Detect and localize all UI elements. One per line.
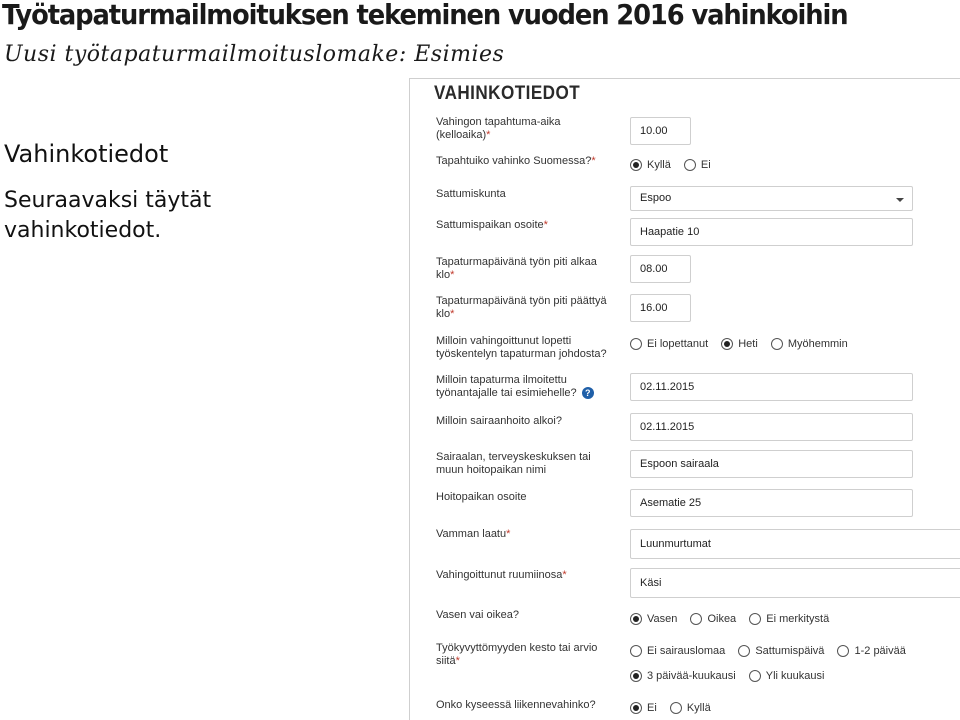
radio-label-3-paivaa-kuukausi: 3 päivää-kuukausi [647,670,736,682]
radio-button-heti[interactable] [721,338,733,350]
radio-option-ei-merkitysta[interactable] [749,613,829,625]
radio-option-ei[interactable] [684,159,711,171]
municipality-selected-value: Espoo [640,192,672,204]
traffic-accident-radio-group [630,702,721,717]
radio-label-ei-merkitysta: Ei merkitystä [766,613,830,625]
radio-label-yli-kuukausi: Yli kuukausi [765,670,825,682]
injury-type-input[interactable]: Luunmurtumat [630,529,960,559]
injury-type-label: Vamman laatu * [436,528,616,541]
radio-button-ei-sairauslomaa[interactable] [630,645,642,657]
radio-option-myohemmin[interactable] [771,338,848,350]
radio-button-oikea[interactable] [690,613,702,625]
stopped-work-label: Milloin vahingoittunut lopetti työskentelyn tapaturman johdosta? [436,335,607,360]
chevron-down-icon [896,198,904,202]
radio-button-traffic-kylla[interactable] [670,702,682,714]
work-start-input[interactable]: 08.00 [630,255,691,283]
work-end-input[interactable]: 16.00 [630,294,691,322]
time-label: Vahingon tapahtuma-aika (kelloaika) * [436,116,616,142]
incapacity-radio-group-row2 [630,670,834,685]
stopped-work-radio-group [630,338,858,353]
side-heading: Vahinkotiedot [4,140,169,168]
care-address-label: Hoitopaikan osoite [436,491,527,503]
reported-label [436,374,621,400]
radio-option-traffic-kylla[interactable] [670,702,711,714]
work-end-label: Tapaturmapäivänä työn piti päättyä klo * [436,295,616,321]
radio-label-vasen: Vasen [647,613,678,625]
radio-label-traffic-kylla: Kyllä [686,702,711,714]
radio-option-kylla[interactable] [630,159,671,171]
municipality-select[interactable] [630,186,913,211]
radio-label-1-2-paivaa: 1-2 päivää [854,645,906,657]
radio-label-oikea: Oikea [707,613,737,625]
radio-option-ei-lopettanut[interactable] [630,338,708,350]
slide-subtitle: Uusi työtapaturmailmoituslomake: Esimies [4,42,505,67]
side-label: Vasen vai oikea? [436,609,519,621]
radio-option-ei-sairauslomaa[interactable] [630,645,725,657]
help-icon[interactable]: ? [582,387,594,399]
in-finland-label: Tapahtuiko vahinko Suomessa? * [436,155,616,168]
radio-option-3-paivaa-kuukausi[interactable] [630,670,736,682]
radio-button-1-2-paivaa[interactable] [837,645,849,657]
radio-button-traffic-ei[interactable] [630,702,642,714]
radio-option-vasen[interactable] [630,613,677,625]
hospital-start-label: Milloin sairaanhoito alkoi? [436,415,562,427]
radio-button-3-paivaa-kuukausi[interactable] [630,670,642,682]
radio-button-sattumispaiva[interactable] [738,645,750,657]
side-description: Seuraavaksi täytät vahinkotiedot. [4,188,212,243]
address-input[interactable]: Haapatie 10 [630,218,913,246]
radio-option-oikea[interactable] [690,613,736,625]
slide-title: Työtapaturmailmoituksen tekeminen vuoden 2016 vahinkoihin [2,0,848,31]
side-radio-group [630,613,839,628]
section-title: VAHINKOTIEDOT [434,83,581,104]
care-place-label: Sairaalan, terveyskeskuksen tai muun hoitopaikan nimi [436,451,591,476]
hospital-start-date-input[interactable]: 02.11.2015 [630,413,913,441]
radio-label-ei-lopettanut: Ei lopettanut [647,338,709,350]
body-part-input[interactable]: Käsi [630,568,960,598]
incapacity-radio-group-row1 [630,645,916,660]
care-place-input[interactable]: Espoon sairaala [630,450,913,478]
radio-label-sattumispaiva: Sattumispäivä [755,645,825,657]
body-part-label: Vahingoittunut ruumiinosa * [436,569,616,582]
radio-option-heti[interactable] [721,338,758,350]
radio-label-ei-sairauslomaa: Ei sairauslomaa [647,645,726,657]
municipality-label: Sattumiskunta [436,188,506,200]
work-start-label: Tapaturmapäivänä työn piti alkaa klo * [436,256,606,282]
radio-button-myohemmin[interactable] [771,338,783,350]
radio-option-1-2-paivaa[interactable] [837,645,905,657]
radio-option-yli-kuukausi[interactable] [749,670,825,682]
address-label: Sattumispaikan osoite * [436,219,616,232]
radio-option-traffic-ei[interactable] [630,702,657,714]
in-finland-radio-group [630,159,721,174]
reported-date-input[interactable]: 02.11.2015 [630,373,913,401]
radio-button-yli-kuukausi[interactable] [749,670,761,682]
traffic-accident-label: Onko kyseessä liikennevahinko? [436,699,596,711]
incapacity-label: Työkyvyttömyyden kesto tai arvio siitä * [436,642,606,668]
radio-option-sattumispaiva[interactable] [738,645,824,657]
radio-label-myohemmin: Myöhemmin [787,338,848,350]
form-screenshot [409,78,960,720]
radio-button-ei[interactable] [684,159,696,171]
radio-button-ei-lopettanut[interactable] [630,338,642,350]
time-input[interactable]: 10.00 [630,117,691,145]
radio-button-kylla[interactable] [630,159,642,171]
radio-button-ei-merkitysta[interactable] [749,613,761,625]
radio-label-ei: Ei [700,159,711,171]
reported-label-text: Milloin tapaturma ilmoitettu työnantajalle tai esimiehelle? [436,374,577,399]
radio-label-traffic-ei: Ei [647,702,657,714]
radio-button-vasen[interactable] [630,613,642,625]
care-address-input[interactable]: Asematie 25 [630,489,913,517]
radio-label-heti: Heti [738,338,758,350]
radio-label-kylla: Kyllä [647,159,671,171]
